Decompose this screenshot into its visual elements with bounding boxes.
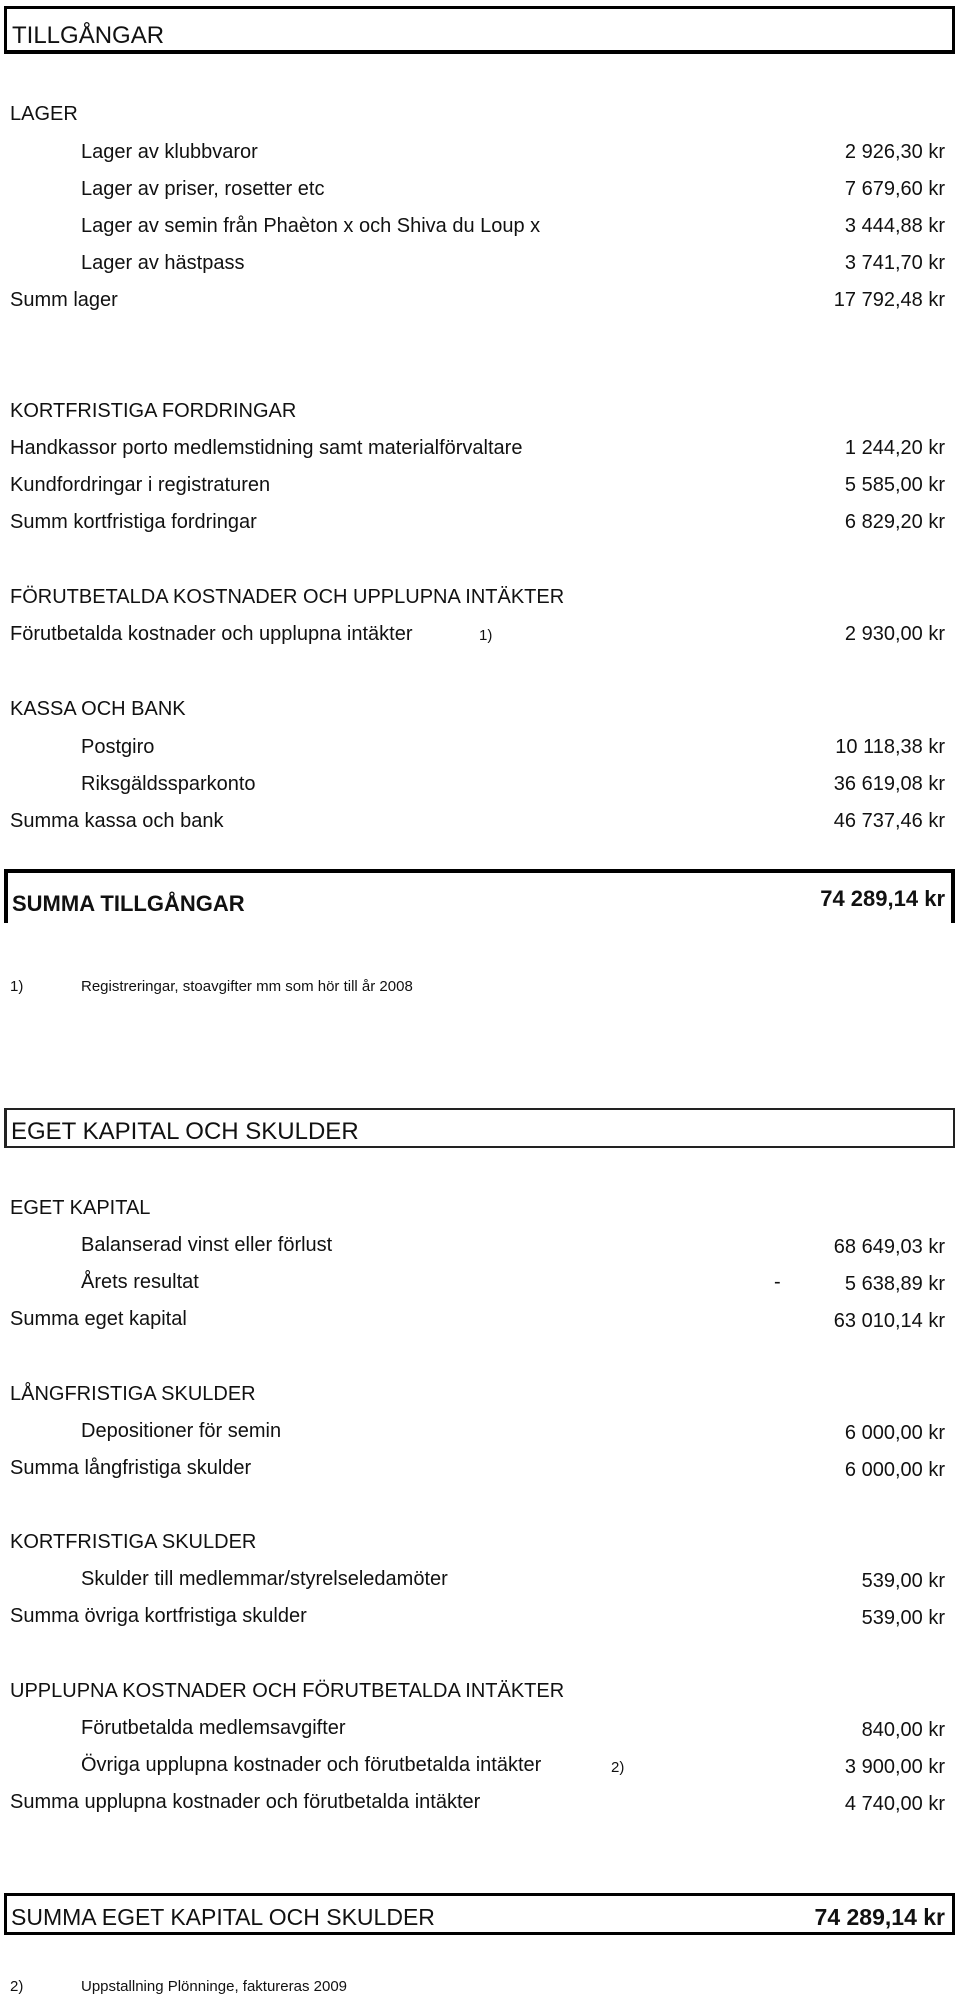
prepaid-row-note: 1) <box>479 627 493 644</box>
longterm-row-label: Depositioner för semin <box>81 1420 282 1442</box>
footnote-1-text: Registreringar, stoavgifter mm som hör till år 2008 <box>81 978 413 995</box>
cash-sum-value: 46 737,46 kr <box>833 810 945 832</box>
shortterm-title: KORTFRISTIGA SKULDER <box>10 1531 257 1553</box>
lager-row-value: 3 741,70 kr <box>844 252 945 274</box>
longterm-sum-value: 6 000,00 kr <box>844 1459 945 1481</box>
cash-row-value: 36 619,08 kr <box>833 773 945 795</box>
equity-sum-label: Summa eget kapital <box>10 1308 187 1330</box>
receivables-row-value: 5 585,00 kr <box>844 474 945 496</box>
longterm-sum-label: Summa långfristiga skulder <box>10 1457 252 1479</box>
equity-row-label: Årets resultat <box>81 1271 199 1293</box>
lager-sum-value: 17 792,48 kr <box>833 289 945 311</box>
cash-sum-label: Summa kassa och bank <box>10 810 224 832</box>
lager-row-value: 3 444,88 kr <box>844 215 945 237</box>
equity-sum-value: 63 010,14 kr <box>833 1310 945 1332</box>
prepaid-row-value: 2 930,00 kr <box>844 623 945 645</box>
liabilities-total-value: 74 289,14 kr <box>814 1904 945 1930</box>
lager-row-label: Lager av priser, rosetter etc <box>81 178 325 200</box>
accrued-row-value: 3 900,00 kr <box>844 1756 945 1778</box>
equity-title: EGET KAPITAL <box>10 1197 151 1219</box>
shortterm-sum-label: Summa övriga kortfristiga skulder <box>10 1605 307 1627</box>
accrued-row-label: Övriga upplupna kostnader och förutbetalda intäkter <box>81 1754 542 1776</box>
liabilities-total-label: SUMMA EGET KAPITAL OCH SKULDER <box>11 1904 435 1930</box>
assets-total-label: SUMMA TILLGÅNGAR <box>12 891 245 916</box>
receivables-row-label: Handkassor porto medlemstidning samt materialförvaltare <box>10 437 523 459</box>
footnote-1-marker: 1) <box>10 978 24 995</box>
receivables-row-label: Kundfordringar i registraturen <box>10 474 271 496</box>
equity-row-sign: - <box>774 1271 781 1293</box>
accrued-sum-label: Summa upplupna kostnader och förutbetalda intäkter <box>10 1791 481 1813</box>
equity-row-label: Balanserad vinst eller förlust <box>81 1234 333 1256</box>
assets-heading: TILLGÅNGAR <box>12 22 165 49</box>
receivables-sum-value: 6 829,20 kr <box>844 511 945 533</box>
lager-row-label: Lager av klubbvaror <box>81 141 258 163</box>
longterm-title: LÅNGFRISTIGA SKULDER <box>10 1383 256 1405</box>
accrued-row-note: 2) <box>611 1759 625 1776</box>
receivables-row-value: 1 244,20 kr <box>844 437 945 459</box>
lager-row-label: Lager av semin från Phaèton x och Shiva du Loup x <box>81 215 541 237</box>
accrued-title: UPPLUPNA KOSTNADER OCH FÖRUTBETALDA INTÄKTER <box>10 1680 565 1702</box>
lager-row-value: 2 926,30 kr <box>844 141 945 163</box>
accrued-row-label: Förutbetalda medlemsavgifter <box>81 1717 346 1739</box>
footnote-2-marker: 2) <box>10 1978 24 1995</box>
equity-row-value: 5 638,89 kr <box>844 1273 945 1295</box>
prepaid-title: FÖRUTBETALDA KOSTNADER OCH UPPLUPNA INTÄKTER <box>10 586 565 608</box>
receivables-sum-label: Summ kortfristiga fordringar <box>10 511 257 533</box>
lager-row-value: 7 679,60 kr <box>844 178 945 200</box>
cash-title: KASSA OCH BANK <box>10 698 186 720</box>
accrued-sum-value: 4 740,00 kr <box>844 1793 945 1815</box>
equity-row-value: 68 649,03 kr <box>833 1236 945 1258</box>
shortterm-row-value: 539,00 kr <box>861 1570 945 1592</box>
lager-row-label: Lager av hästpass <box>81 252 245 274</box>
accrued-row-value: 840,00 kr <box>861 1719 945 1741</box>
longterm-row-value: 6 000,00 kr <box>844 1422 945 1444</box>
lager-title: LAGER <box>10 103 78 125</box>
receivables-title: KORTFRISTIGA FORDRINGAR <box>10 400 297 422</box>
liabilities-heading: EGET KAPITAL OCH SKULDER <box>11 1118 359 1145</box>
footnote-2-text: Uppstallning Plönninge, faktureras 2009 <box>81 1978 348 1995</box>
cash-row-label: Riksgäldssparkonto <box>81 773 256 795</box>
prepaid-row-label: Förutbetalda kostnader och upplupna intäkter <box>10 623 413 645</box>
lager-sum-label: Summ lager <box>10 289 118 311</box>
shortterm-row-label: Skulder till medlemmar/styrelseledamöter <box>81 1568 448 1590</box>
assets-total-value: 74 289,14 kr <box>820 886 945 911</box>
shortterm-sum-value: 539,00 kr <box>861 1607 945 1629</box>
cash-row-label: Postgiro <box>81 736 155 758</box>
cash-row-value: 10 118,38 kr <box>835 736 945 758</box>
